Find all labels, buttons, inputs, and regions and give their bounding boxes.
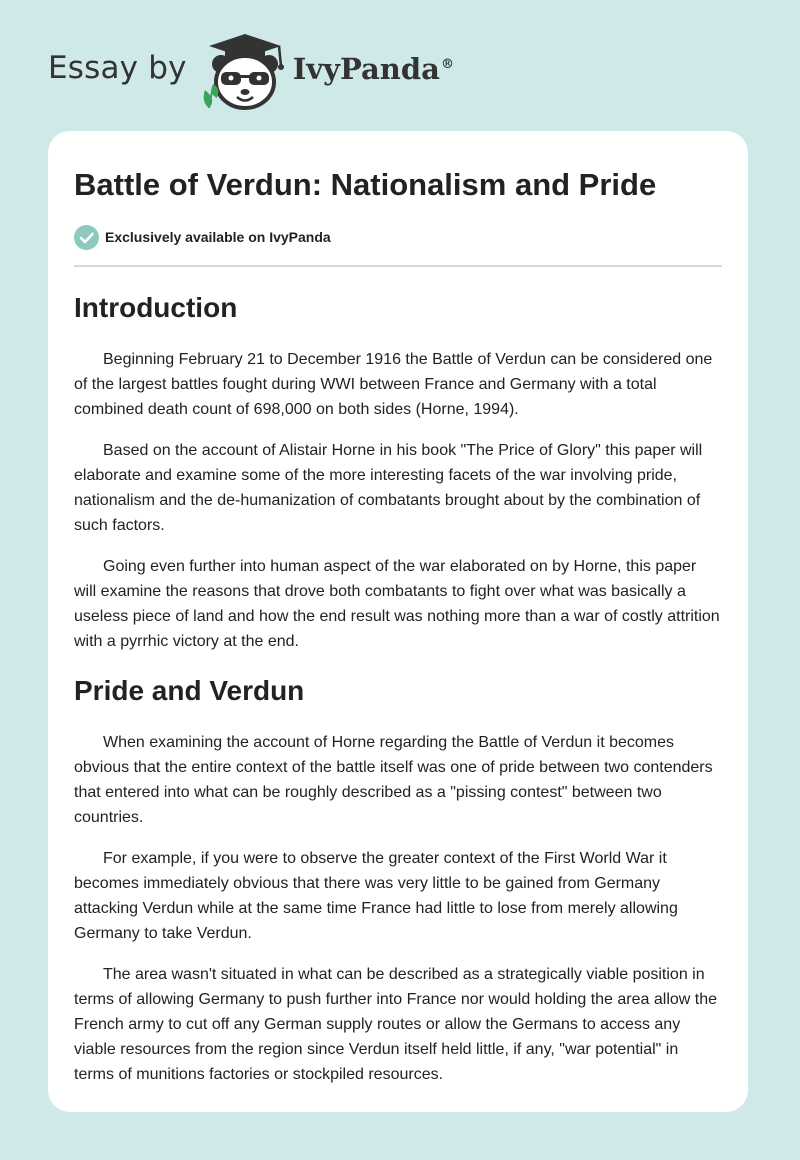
paragraph: When examining the account of Horne regarding the Battle of Verdun it becomes obvious that the entire context of the battle itself was one of pride between two contenders that entered into what can be roughly described as a "pissing contest" between two countries.: [74, 734, 713, 826]
paragraph: Beginning February 21 to December 1916 the Battle of Verdun can be considered one of the largest battles fought during WWI between France and Germany with a total combined death count of 698,000 on both sides (Horne, 1994).: [74, 351, 713, 418]
paragraph: Going even further into human aspect of the war elaborated on by Horne, this paper will examine the reasons that drove both combatants to fight over what was basically a useless piece of land and how the end result was nothing more than a war of costly attrition with a pyrrhic victory at the end.: [74, 558, 720, 650]
brand-header: [48, 34, 454, 110]
paragraph: Based on the account of Alistair Horne in his book "The Price of Glory" this paper will elaborate and examine some of the more interesting facets of the war involving pride, nationalism and the de-humanization of combatants brought about by the combination of such factors.: [74, 442, 703, 534]
paragraph: For example, if you were to observe the greater context of the First World War it becomes immediately obvious that there was very little to be gained from Germany attacking Verdun while at the same time France had little to lose from merely allowing Germany to take Verdun.: [74, 850, 678, 942]
brand-prefix: Essay by: [48, 50, 187, 86]
registered-mark: ®: [440, 57, 454, 73]
title-divider: [74, 265, 722, 267]
article-title: Battle of Verdun: Nationalism and Pride: [74, 167, 657, 202]
section-heading: Pride and Verdun: [74, 675, 305, 706]
section-heading: Introduction: [74, 292, 238, 323]
section-introduction: [74, 291, 722, 654]
check-circle-icon: [74, 225, 99, 250]
brand-name-text: IvyPanda: [292, 52, 440, 86]
brand-name[interactable]: [293, 52, 454, 86]
article-card: [48, 131, 748, 1112]
section-pride-and-verdun: [74, 674, 722, 1087]
exclusive-badge-text: Exclusively available on IvyPanda: [105, 229, 331, 245]
paragraph: The area wasn't situated in what can be described as a strategically viable position in terms of allowing Germany to push further into France nor would holding the area allow the French army to cut off any German supply routes or allow the Germans to access any viable resources from the region since Verdun itself held little, if any, "war potential" in terms of munitions factories or stockpiled resources.: [74, 966, 718, 1083]
panda-logo-icon[interactable]: [199, 34, 291, 110]
exclusive-badge: [74, 223, 722, 251]
